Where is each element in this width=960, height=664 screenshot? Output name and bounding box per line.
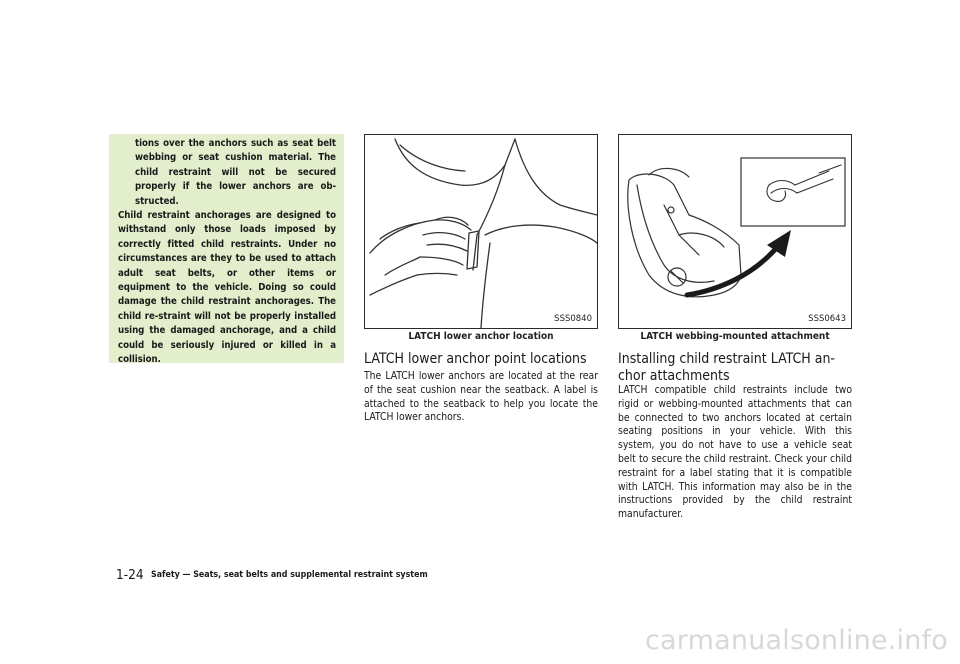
- figure-id: SSS0643: [808, 314, 846, 324]
- figure-latch-lower-anchor: [364, 134, 598, 329]
- figure-id: SSS0840: [554, 314, 592, 324]
- warning-continuation: tions over the anchors such as seat belt webbing or seat cushion material. The child restraint will not be secured properly if the lower anchors are ob-structed.: [135, 138, 336, 207]
- warning-paragraph: Child restraint anchorages are designed to withstand only those loads imposed by correctly fitted child restraints. Under no circumstances are they to be used to attach adult seat belts, or other items or equipment to the vehicle. Doing so could damage the child restraint anchorages. The child re-straint will not be properly installed using the damaged anchorage, and a child could be seriously injured or killed in a collision.: [118, 210, 336, 366]
- section-body: The LATCH lower anchors are located at the rear of the seat cushion near the seatback. A label is attached to the seatback to help you locate the LATCH lower anchors.: [364, 370, 598, 424]
- seat-hand-illustration: [365, 135, 597, 328]
- child-seat-illustration: [619, 135, 851, 328]
- page-number: 1-24: [116, 567, 144, 583]
- figure-caption: LATCH webbing-mounted attachment: [640, 331, 830, 342]
- section-heading: Installing child restraint LATCH an-chor attachments: [618, 351, 835, 384]
- warning-text: [118, 137, 336, 368]
- figure-latch-webbing-attachment: [618, 134, 852, 329]
- watermark: carmanualsonline.info: [645, 625, 948, 656]
- section-heading: LATCH lower anchor point locations: [364, 351, 587, 367]
- footer-section-title: Safety — Seats, seat belts and supplemental restraint system: [151, 570, 428, 580]
- figure-caption: LATCH lower anchor location: [408, 331, 554, 342]
- section-body: LATCH compatible child restraints include two rigid or webbing-mounted attachments that can be connected to two anchors located at certain seating positions in your vehicle. With this system, you do not have to use a vehicle seat belt to secure the child restraint. Check your child restraint for a label stating that it is compatible with LATCH. This information may also be in the instructions provided by the child restraint manufacturer.: [618, 384, 852, 521]
